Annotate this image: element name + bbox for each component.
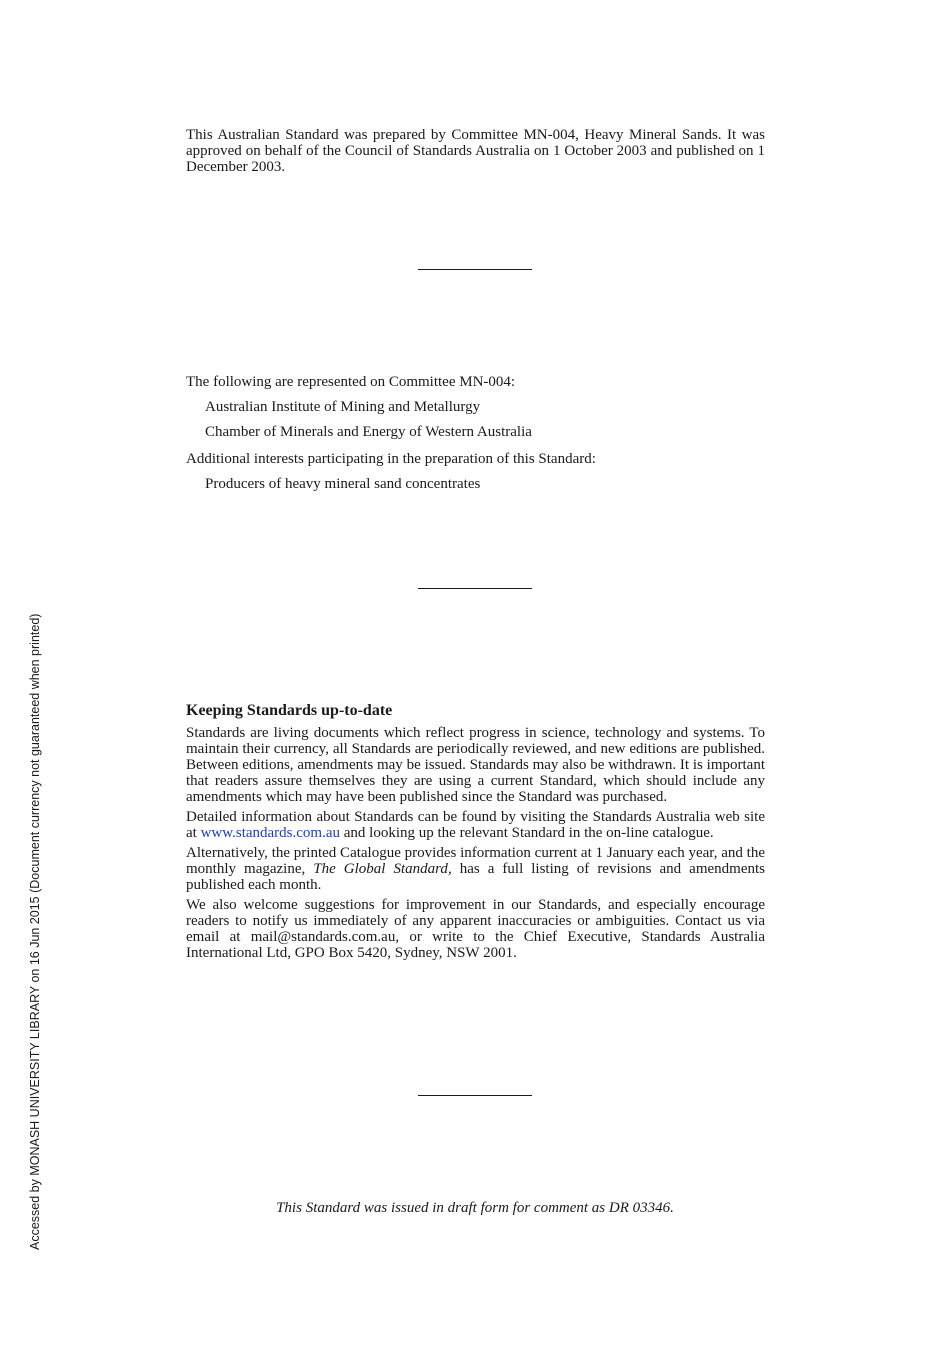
section-heading: Keeping Standards up-to-date xyxy=(186,702,393,719)
paragraph-text: and looking up the relevant Standard in the on-line catalogue. xyxy=(340,825,714,841)
additional-interests-intro: Additional interests participating in the preparation of this Standard: xyxy=(186,451,596,467)
paragraph-feedback: We also welcome suggestions for improvement in our Standards, and especially encourage readers to notify us immediately of any apparent inaccuracies or ambiguities. Contact us via email at mail@standards.com.au, or write to the Chief Executive, Standards Australia International Ltd, GPO Box 5420, Sydney, NSW 2001. xyxy=(186,897,765,961)
paragraph-currency: Standards are living documents which reflect progress in science, technology and systems. To maintain their currency, all Standards are periodically reviewed, and new editions are published. Between editions, amendments may be issued. Standards may also be withdrawn. It is important that readers assure themselves they are using a current Standard, which should include any amendments which may have been published since the Standard was purchased. xyxy=(186,725,765,805)
additional-interest-item: Producers of heavy mineral sand concentrates xyxy=(205,476,481,492)
magazine-title: The Global Standard xyxy=(313,861,448,877)
divider-rule xyxy=(418,588,532,589)
committee-section xyxy=(186,370,765,497)
keeping-standards-section xyxy=(186,702,765,965)
divider-rule xyxy=(418,269,532,270)
preface-text: This Australian Standard was prepared by Committee MN-004, Heavy Mineral Sands. It was approved on behalf of the Council of Standards Australia on 1 October 2003 and published on 1 December 2003. xyxy=(186,127,765,175)
divider-rule xyxy=(418,1095,532,1096)
paragraph-catalogue xyxy=(186,845,765,893)
preface-paragraph xyxy=(186,127,765,179)
paragraph-website xyxy=(186,809,765,841)
website-link[interactable]: www.standards.com.au xyxy=(200,825,340,841)
paragraph-text: Detailed information about Standards can be found by visiting the Standards Australia web site at xyxy=(186,809,765,841)
paragraph-text: , has a full listing of revisions and amendments published each month. xyxy=(186,861,765,893)
access-watermark: Accessed by MONASH UNIVERSITY LIBRARY on 16 Jun 2015 (Document currency not guaranteed when printed) xyxy=(28,613,42,1250)
draft-note: This Standard was issued in draft form for comment as DR 03346. xyxy=(276,1200,674,1216)
committee-member: Chamber of Minerals and Energy of Western Australia xyxy=(205,424,532,440)
paragraph-text: Alternatively, the printed Catalogue provides information current at 1 January each year, and the monthly magazine, xyxy=(186,845,765,877)
committee-intro: The following are represented on Committee MN-004: xyxy=(186,374,516,390)
committee-member: Australian Institute of Mining and Metallurgy xyxy=(205,399,481,415)
